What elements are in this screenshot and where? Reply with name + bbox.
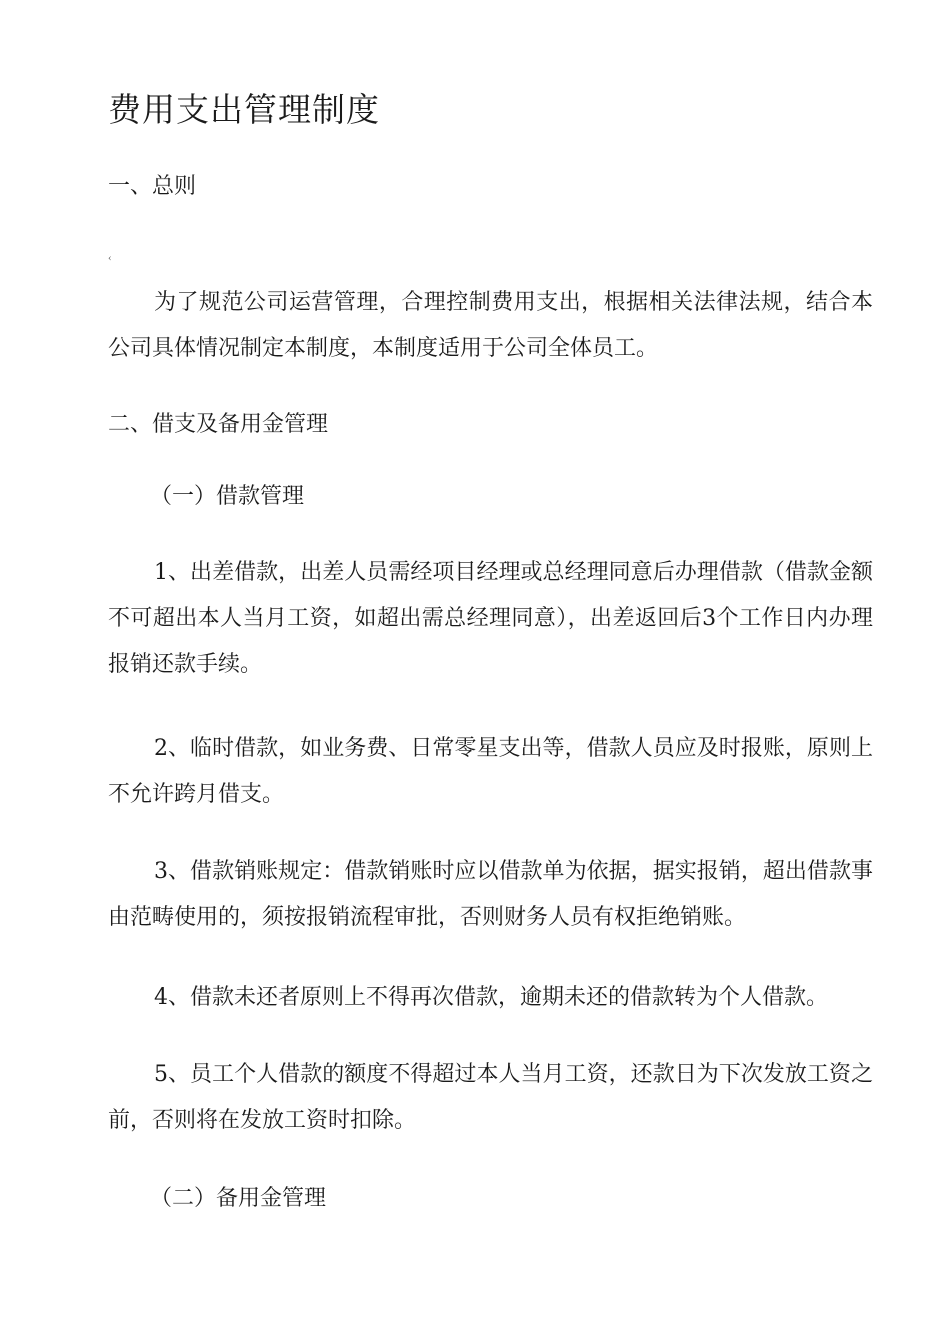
- stray-mark: ‹: [108, 254, 112, 264]
- list-item-travel-loan: 1、出差借款，出差人员需经项目经理或总经理同意后办理借款（借款金额不可超出本人当月工资，如超出需总经理同意），出差返回后3个工作日内办理报销还款手续。: [108, 560, 873, 677]
- list-item-temporary-loan: 2、临时借款，如业务费、日常零星支出等，借款人员应及时报账，原则上不允许跨月借支。: [108, 736, 873, 807]
- section-heading-general: 一、总则: [108, 174, 197, 199]
- list-item-personal-loan: 5、员工个人借款的额度不得超过本人当月工资，还款日为下次发放工资之前，否则将在发放工资时扣除。: [108, 1062, 873, 1133]
- list-item-loan-writeoff: 3、借款销账规定：借款销账时应以借款单为依据，据实报销，超出借款事由范畴使用的，须按报销流程审批，否则财务人员有权拒绝销账。: [108, 859, 873, 930]
- general-paragraph: 为了规范公司运营管理，合理控制费用支出，根据相关法律法规，结合本公司具体情况制定本制度，本制度适用于公司全体员工。: [108, 290, 873, 361]
- document-title: 费用支出管理制度: [108, 90, 380, 129]
- subsection-heading-petty-cash: （二）备用金管理: [150, 1186, 327, 1211]
- subsection-heading-loan-management: （一）借款管理: [150, 484, 305, 509]
- section-heading-loans: 二、借支及备用金管理: [108, 412, 329, 437]
- list-item-unpaid-loan: 4、借款未还者原则上不得再次借款，逾期未还的借款转为个人借款。: [154, 985, 828, 1010]
